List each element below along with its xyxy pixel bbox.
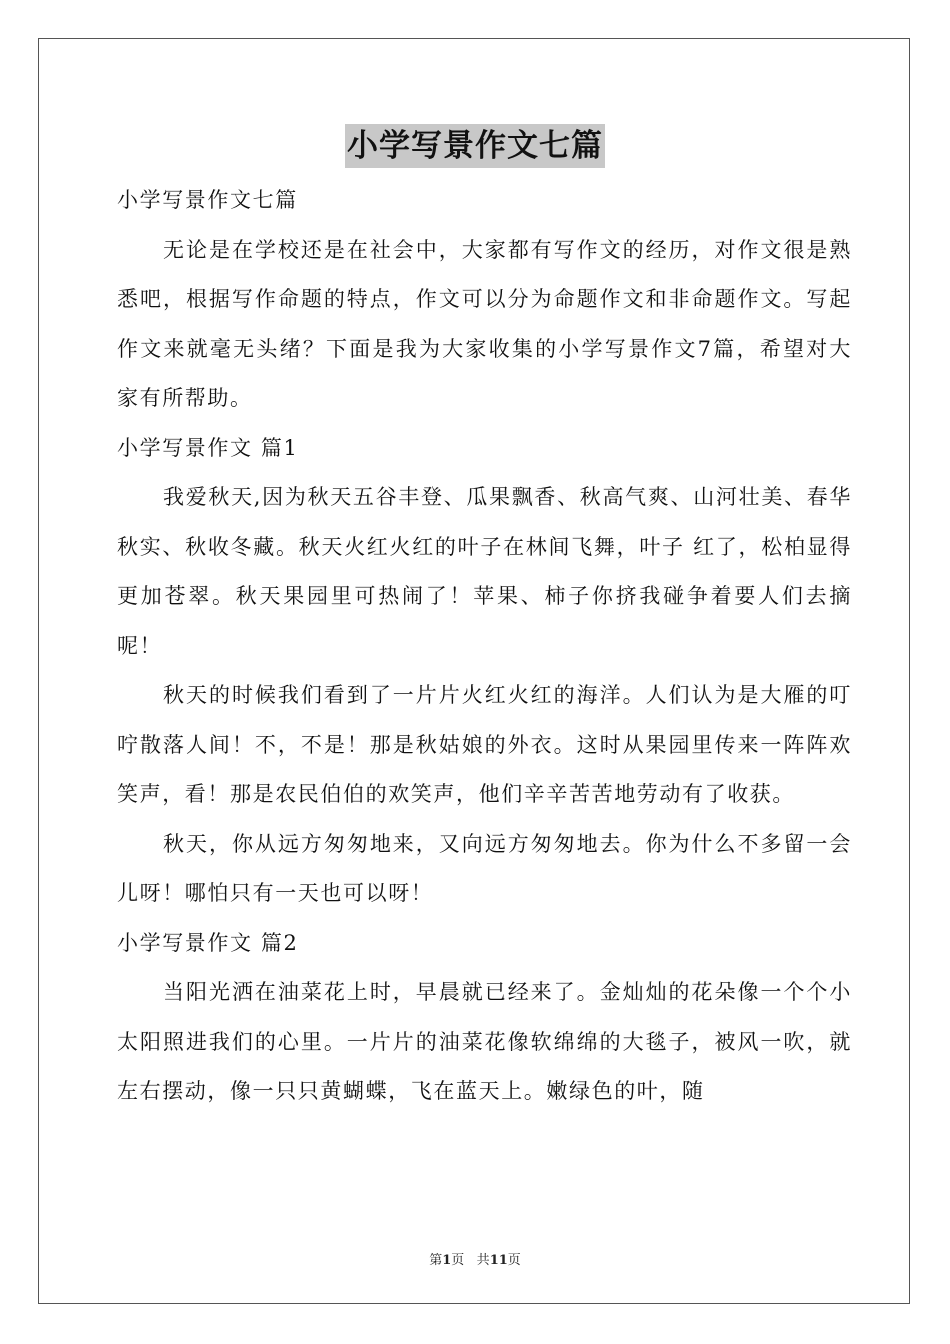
subtitle-heading: 小学写景作文七篇 bbox=[117, 188, 298, 212]
body-paragraph: 我爱秋天,因为秋天五谷丰登、瓜果飘香、秋高气爽、山河壮美、春华 秋实、秋收冬藏。秋天火红火红的叶子在林间飞舞，叶子 红了，松柏显得更加苍翠。秋天果园里可热闹了！苹果、柿子你挤我碰争着要人们去摘呢！ bbox=[117, 485, 852, 658]
page-number: 1 bbox=[442, 1253, 452, 1268]
section-heading-1: 小学写景作文 篇1 bbox=[117, 435, 299, 460]
section-heading-2: 小学写景作文 篇2 bbox=[117, 930, 299, 955]
body-paragraph: 秋天，你从远方匆匆地来，又向远方匆匆地去。你为什么不多留一会儿呀！哪怕只有一天也可以呀！ bbox=[117, 831, 852, 905]
total-suffix: 页 bbox=[507, 1253, 521, 1268]
page-prefix: 第 bbox=[429, 1253, 443, 1268]
total-pages: 11 bbox=[489, 1253, 508, 1268]
document-title: 小学写景作文七篇 bbox=[345, 124, 605, 168]
body-paragraph: 秋天的时候我们看到了一片片火红火红的海洋。人们认为是大雁的叮咛散落人间！不，不是！那是秋姑娘的外衣。这时从果园里传来一阵阵欢笑声，看！那是农民伯伯的欢笑声，他们辛辛苦苦地劳动有了收获。 bbox=[117, 683, 852, 806]
page-suffix: 页 bbox=[451, 1253, 465, 1268]
document-body bbox=[117, 176, 852, 1117]
body-paragraph: 当阳光洒在油菜花上时，早晨就已经来了。金灿灿的花朵像一个个小太阳照进我们的心里。一片片的油菜花像软绵绵的大毯子，被风一吹，就左右摆动，像一只只黄蝴蝶，飞在蓝天上。嫩绿色的叶，随 bbox=[117, 980, 852, 1103]
total-prefix: 共 bbox=[476, 1253, 490, 1268]
page-footer bbox=[0, 1249, 950, 1268]
intro-paragraph: 无论是在学校还是在社会中，大家都有写作文的经历，对作文很是熟悉吧，根据写作命题的特点，作文可以分为命题作文和非命题作文。写起作文来就毫无头绪？下面是我为大家收集的小学写景作文7篇，希望对大家有所帮助。 bbox=[117, 237, 852, 410]
title-container bbox=[0, 124, 950, 168]
